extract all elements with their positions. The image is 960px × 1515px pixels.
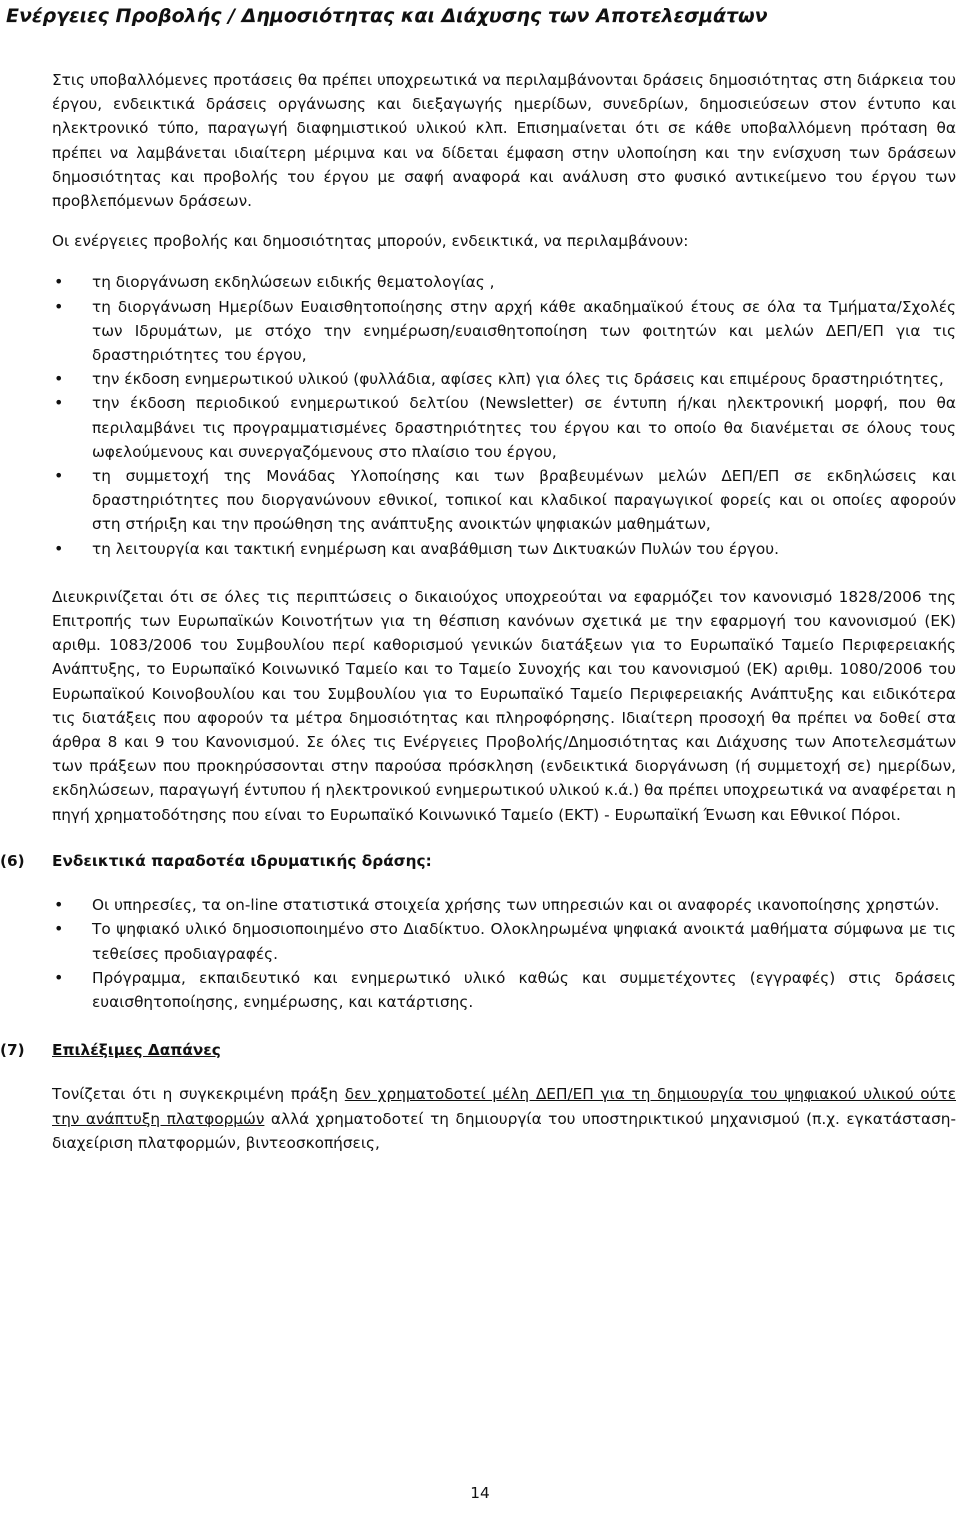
list-item: • τη συμμετοχή της Μονάδας Υλοποίησης και των βραβευμένων μελών ΔΕΠ/ΕΠ σε εκδηλώσεις και δραστηριότητες που διοργανώνουν εθνικοί, τοπικοί και κλαδικοί παραγωγικοί φορείς και οι οποίες αφορούν στη στήριξη και την προώθηση της ανάπτυξης ανοικτών ψηφιακών μαθημάτων, <box>52 464 956 537</box>
intro-paragraph: Στις υποβαλλόμενες προτάσεις θα πρέπει υποχρεωτικά να περιλαμβάνονται δράσεις δημοσιότητας στη διάρκεια του έργου, ενδεικτικά δράσεις οργάνωσης και διεξαγωγής ημερίδων, συνεδρίων, δημοσιεύσεων στον έντυπο και ηλεκτρονικό τύπο, παραγωγή διαφημιστικού υλικού κλπ. Επισημαίνεται ότι σε κάθε υποβαλλόμενη πρόταση θα πρέπει να λαμβάνεται ιδιαίτερη μέριμνα και να δίδεται έμφαση στην υλοποίηση και την ενίσχυση των δράσεων δημοσιότητας και προβολής του έργου με σαφή αναφορά και ανάλυση στο φυσικό αντικείμενο του έργου των προβλεπόμενων δράσεων. <box>52 71 956 211</box>
list-item: • Το ψηφιακό υλικό δημοσιοποιημένο στο Διαδίκτυο. Ολοκληρωμένα ψηφιακά ανοικτά μαθήματα σύμφωνα με τις τεθείσες προδιαγραφές. <box>52 917 956 965</box>
paragraph-text-start: Τονίζεται ότι η συγκεκριμένη πράξη <box>52 1085 345 1104</box>
paragraph-text-underlined: δεν χρηματοδοτεί μέλη ΔΕΠ/ΕΠ για τη δημιουργία του ψηφιακού υλικού ούτε την ανάπτυξη πλατφορμών <box>52 1085 956 1128</box>
section-deliverables <box>0 849 956 1014</box>
document-body <box>0 68 956 1155</box>
section-title: Ενδεικτικά παραδοτέα ιδρυματικής δράσης: <box>52 851 432 870</box>
list-item: • Οι υπηρεσίες, τα on-line στατιστικά στοιχεία χρήσης των υπηρεσιών και οι αναφορές ικανοποίησης χρηστών. <box>52 893 956 917</box>
page-header-title: Ενέργειες Προβολής / Δημοσιότητας και Διάχυσης των Αποτελεσμάτων <box>6 5 768 27</box>
section-title: Επιλέξιμες Δαπάνες <box>52 1041 221 1060</box>
section-eligible-expenses <box>0 1038 956 1155</box>
deliverables-list <box>52 893 956 1014</box>
regulation-paragraph: Διευκρινίζεται ότι σε όλες τις περιπτώσεις ο δικαιούχος υποχρεούται να εφαρμόζει τον κανονισμό 1828/2006 της Επιτροπής των Ευρωπαϊκών Κοινοτήτων για τη θέσπιση κανόνων σχετικά με την εφαρμογή του κανονισμού (ΕΚ) αριθμ. 1083/2006 του Συμβουλίου περί καθορισμού γενικών διατάξεων για το Ευρωπαϊκό Ταμείο Περιφερειακής Ανάπτυξης, το Ευρωπαϊκό Κοινωνικό Ταμείο και το Ταμείο Συνοχής και του κανονισμού (ΕΚ) αριθμ. 1080/2006 του Ευρωπαϊκού Κοινοβουλίου και του Συμβουλίου για το Ευρωπαϊκό Ταμείο Περιφερειακής Ανάπτυξης και ειδικότερα τις διατάξεις που αφορούν τα μέτρα δημοσιότητας και πληροφόρησης. Ιδιαίτερη προσοχή θα πρέπει να δοθεί στα άρθρα 8 και 9 του Κανονισμού. Σε όλες τις Ενέργειες Προβολής/Δημοσιότητας και Διάχυσης των Αποτελεσμάτων των πράξεων που προκηρύσσονται στην παρούσα πρόσκληση (ενδεικτικά διοργάνωση (ή συμμετοχή σε) ημερίδων, εκδηλώσεων, παραγωγή έντυπου ή ηλεκτρονικού ενημερωτικού υλικού κ.ά.) θα πρέπει υποχρεωτικά να αναφέρεται η πηγή χρηματοδότησης που είναι το Ευρωπαϊκό Κοινωνικό Ταμείο (ΕΚΤ) - Ευρωπαϊκή Ένωση και Εθνικοί Πόροι. <box>52 587 956 824</box>
list-item: • Πρόγραμμα, εκπαιδευτικό και ενημερωτικό υλικό καθώς και συμμετέχοντες (εγγραφές) στις δράσεις ευαισθητοποίησης, ενημέρωσης, και κατάρτισης. <box>52 966 956 1014</box>
actions-list-intro: Οι ενέργειες προβολής και δημοσιότητας μπορούν, ενδεικτικά, να περιλαμβάνουν: <box>52 232 689 251</box>
section-number: (7) <box>0 1041 25 1060</box>
page-number: 14 <box>470 1484 490 1502</box>
list-item: • τη διοργάνωση εκδηλώσεων ειδικής θεματολογίας , <box>52 270 956 294</box>
list-item: • τη λειτουργία και τακτική ενημέρωση και αναβάθμιση των Δικτυακών Πυλών του έργου. <box>52 537 956 561</box>
paragraph-text-end: αλλά χρηματοδοτεί τη δημιουργία του υποστηρικτικού μηχανισμού (π.χ. εγκατάσταση-διαχείριση πλατφορμών, βιντεοσκοπήσεις, <box>52 1109 956 1152</box>
list-item: • την έκδοση περιοδικού ενημερωτικού δελτίου (Newsletter) σε έντυπη ή/και ηλεκτρονική μορφή, που θα περιλαμβάνει τις προγραμματισμένες δραστηριότητες του έργου και το οποίο θα διανέμεται σε όλους τους ωφελούμενους και συνεργαζόμενους στο πλαίσιο του έργου, <box>52 391 956 464</box>
section-number: (6) <box>0 851 25 870</box>
actions-list <box>52 270 956 560</box>
eligible-expenses-paragraph <box>52 1082 956 1155</box>
list-item: • τη διοργάνωση Ημερίδων Ευαισθητοποίησης στην αρχή κάθε ακαδημαϊκού έτους σε όλα τα Τμήματα/Σχολές των Ιδρυμάτων, με στόχο την ενημέρωση/ευαισθητοποίηση των φοιτητών και μελών ΔΕΠ/ΕΠ για τις δραστηριότητες του έργου, <box>52 295 956 368</box>
list-item: • την έκδοση ενημερωτικού υλικού (φυλλάδια, αφίσες κλπ) για όλες τις δράσεις και επιμέρους δραστηριότητες, <box>52 367 956 391</box>
